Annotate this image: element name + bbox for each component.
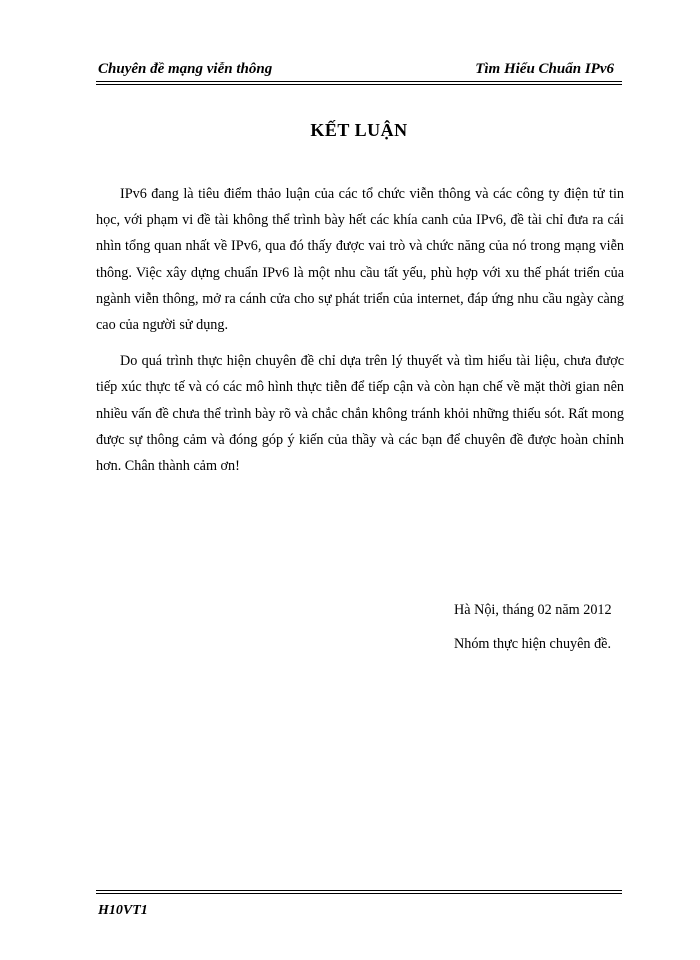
header-course-title: Chuyên đề mạng viễn thông bbox=[98, 61, 273, 77]
signature-place-date: Hà Nội, tháng 02 năm 2012 bbox=[454, 602, 612, 618]
page-title: KẾT LUẬN bbox=[310, 120, 408, 140]
header-document-title: Tìm Hiểu Chuẩn IPv6 bbox=[475, 61, 614, 77]
signature-block bbox=[420, 597, 630, 657]
paragraph-1: IPv6 đang là tiêu điểm thảo luận của các tổ chức viễn thông và các công ty điện tử tin học, với phạm vi đề tài không thể trình bày hết các khía canh của IPv6, đề tài chỉ đưa ra cái nhìn tổng quan nhất về IPv6, qua đó thấy được vai trò và chức năng của nó trong mạng viễn thông. Việc xây dựng chuẩn IPv6 là một nhu cầu tất yếu, phù hợp với xu thế phát triển của ngành viễn thông, mở ra cánh cửa cho sự phát triển của internet, đáp ứng nhu cầu ngày càng cao của người sử dụng. bbox=[96, 186, 624, 334]
page-header bbox=[96, 58, 622, 80]
footer-label: H10VT1 bbox=[98, 903, 148, 918]
conclusion-body bbox=[96, 181, 624, 489]
header-rule bbox=[96, 81, 622, 82]
paragraph-2: Do quá trình thực hiện chuyên đề chỉ dựa trên lý thuyết và tìm hiểu tài liệu, chưa được tiếp xúc thực tế và có các mô hình thực tiễn để tiếp cận và còn hạn chế về mặt thời gian nên nhiều vấn đề chưa thể trình bày rõ và chắc chắn không tránh khỏi những thiếu sót. Rất mong được sự thông cảm và đóng góp ý kiến của thầy và các bạn để chuyên đề được hoàn chỉnh hơn. Chân thành cảm ơn! bbox=[96, 353, 624, 475]
footer-rule bbox=[96, 890, 622, 891]
signature-author: Nhóm thực hiện chuyên đề. bbox=[454, 636, 612, 652]
